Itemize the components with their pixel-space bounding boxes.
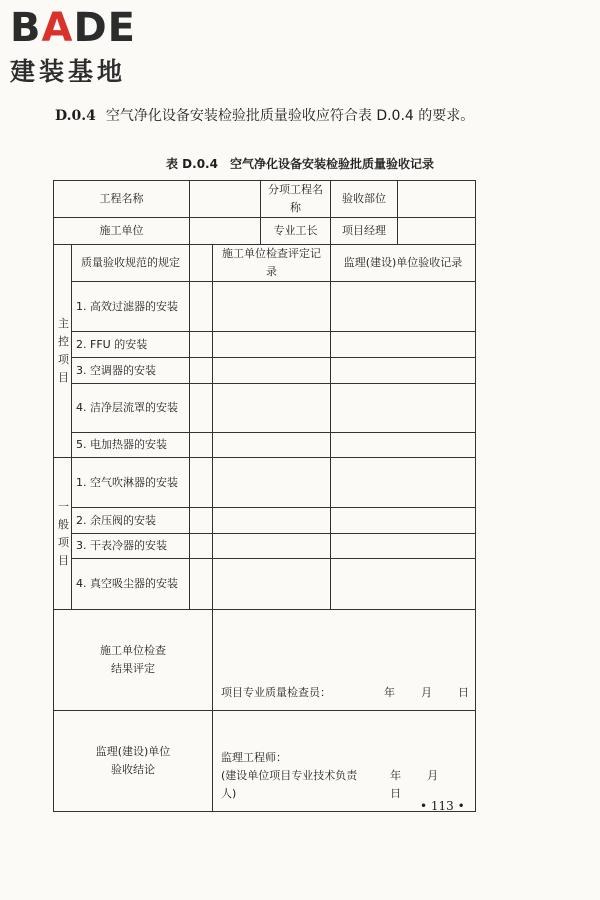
cell [213,508,331,534]
main-item-1: 1. 高效过滤器的安装 [72,282,190,332]
main-item-2: 2. FFU 的安装 [72,332,190,358]
cell [190,358,213,384]
quality-inspector-signature: 项目专业质量检查员： [221,686,331,699]
cell [331,559,476,610]
date-fields: 年 月日 [390,769,439,800]
general-item-1: 1. 空气吹淋器的安装 [72,458,190,508]
date-fields: 年 月 日 [384,686,469,699]
table-row [54,534,476,559]
project-manager-label: 项目经理 [331,218,398,245]
table-row [54,559,476,610]
cell [190,433,213,458]
cell [331,508,476,534]
construction-unit-value [190,218,261,245]
owner-technical-lead: (建设单位项目专业技术负责人) [221,769,358,800]
supervisor-conclusion-row [54,711,476,812]
project-name-label: 工程名称 [54,181,190,218]
sub-project-label: 分项工程名称 [261,181,331,218]
unit-conclusion-label: 施工单位检查 结果评定 [54,610,213,711]
table-row [54,358,476,384]
general-items-label: 一 般 项 目 [54,458,72,610]
cell [190,458,213,508]
cell [213,559,331,610]
cell [213,332,331,358]
cell [190,508,213,534]
project-name-value [190,181,261,218]
acceptance-part-label: 验收部位 [331,181,398,218]
column-header-row [54,245,476,282]
supervising-engineer-signature: 监理工程师： [221,751,287,764]
unit-conclusion-body [213,610,476,711]
page-number: • 113 • [420,799,465,813]
general-item-3: 3. 干表冷器的安装 [72,534,190,559]
general-item-2: 2. 余压阀的安装 [72,508,190,534]
cell [331,433,476,458]
table-row [54,282,476,332]
cell [213,458,331,508]
col-supervisor-record: 监理(建设)单位验收记录 [331,245,476,282]
construction-unit-label: 施工单位 [54,218,190,245]
project-manager-value [398,218,476,245]
cell [213,358,331,384]
col-blank [190,245,213,282]
cell [190,534,213,559]
table-row [54,332,476,358]
table-row [54,433,476,458]
col-spec: 质量验收规范的规定 [72,245,190,282]
col-unit-record: 施工单位检查评定记录 [213,245,331,282]
clause-paragraph [55,104,535,128]
table-title: 空气净化设备安装检验批质量验收记录 [229,157,434,171]
cell [190,384,213,433]
cell [331,358,476,384]
table-caption [0,155,600,172]
main-item-5: 5. 电加热器的安装 [72,433,190,458]
table-row [54,508,476,534]
cell [190,559,213,610]
clause-number: D.0.4 [55,108,96,124]
logo-wordmark: BADE [10,5,136,51]
acceptance-part-value [398,181,476,218]
supervisor-conclusion-label: 监理(建设)单位 验收结论 [54,711,213,812]
cell [190,332,213,358]
table-row [54,384,476,433]
clause-text: 空气净化设备安装检验批质量验收应符合表 D.0.4 的要求。 [105,108,475,124]
main-item-4: 4. 洁净层流罩的安装 [72,384,190,433]
cell [190,282,213,332]
cell [213,534,331,559]
inspection-record-table [53,180,476,812]
main-item-3: 3. 空调器的安装 [72,358,190,384]
table-row [54,458,476,508]
cell [331,458,476,508]
cell [331,534,476,559]
logo [10,6,136,88]
foreman-label: 专业工长 [261,218,331,245]
header-row-2 [54,218,476,245]
header-row-1 [54,181,476,218]
logo-subtitle: 建装基地 [10,57,127,86]
cell [213,282,331,332]
supervisor-conclusion-body [213,711,476,812]
cell [331,332,476,358]
unit-conclusion-row [54,610,476,711]
cell [213,433,331,458]
cell [331,384,476,433]
general-item-4: 4. 真空吸尘器的安装 [72,559,190,610]
table-number: 表 D.0.4 [166,157,218,171]
cell [331,282,476,332]
main-items-label: 主 控 项 目 [54,245,72,458]
cell [213,384,331,433]
